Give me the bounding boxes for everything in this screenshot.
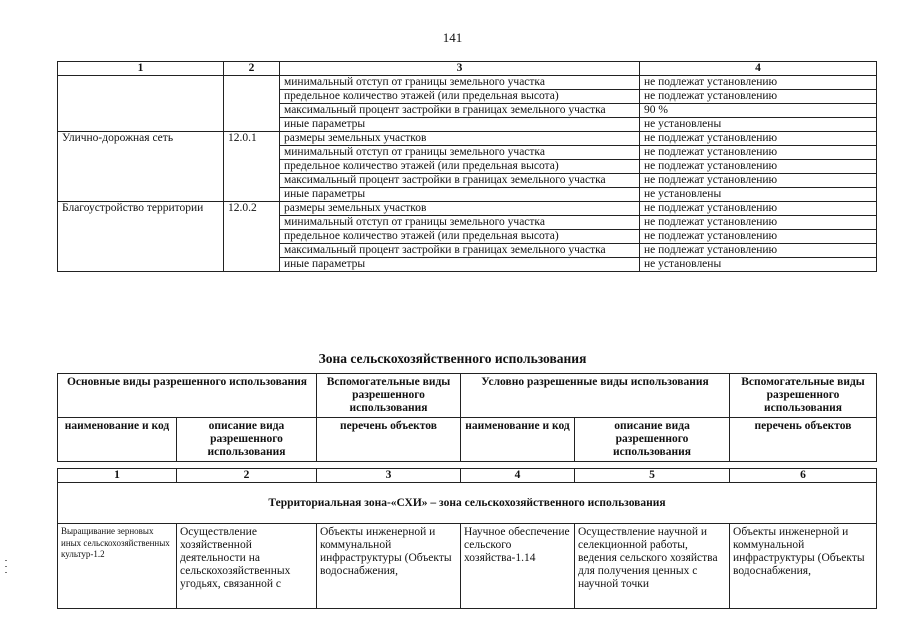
column-header-3: 3 <box>280 62 640 76</box>
conditional-use-description-cell: Осуществление научной и селекционной работы, ведения сельского хозяйства для получения ценных с научной точки <box>575 524 730 609</box>
column-number-3: 3 <box>317 469 461 483</box>
param-cell: предельное количество этажей (или предельная высота) <box>280 90 640 104</box>
margin-mark <box>5 560 7 561</box>
table-row <box>58 132 877 146</box>
column-number-5: 5 <box>575 469 730 483</box>
param-cell: иные параметры <box>280 258 640 272</box>
param-cell: размеры земельных участков <box>280 132 640 146</box>
param-cell: иные параметры <box>280 188 640 202</box>
value-cell: не подлежат установлению <box>640 160 877 174</box>
table-header-row <box>58 62 877 76</box>
objects-list-header-2: перечень объектов <box>730 418 877 462</box>
column-header-4: 4 <box>640 62 877 76</box>
param-cell: минимальный отступ от границы земельного участка <box>280 76 640 90</box>
spacer-row <box>58 462 877 469</box>
param-cell: максимальный процент застройки в границах земельного участка <box>280 244 640 258</box>
column-number-1: 1 <box>58 469 177 483</box>
aux-objects-cell-2: Объекты инженерной и коммунальной инфраструктуры (Объекты водоснабжения, <box>730 524 877 609</box>
continued-code-cell <box>224 76 280 132</box>
param-cell: предельное количество этажей (или предельная высота) <box>280 160 640 174</box>
territory-title: Территориальная зона-«СХИ» – зона сельскохозяйственного использования <box>58 483 877 524</box>
use-code-cell: 12.0.2 <box>224 202 280 272</box>
value-cell: не подлежат установлению <box>640 76 877 90</box>
value-cell: не подлежат установлению <box>640 230 877 244</box>
column-header-2: 2 <box>224 62 280 76</box>
description-header: описание вида разрешенного использования <box>177 418 317 462</box>
value-cell: не подлежат установлению <box>640 90 877 104</box>
value-cell: не подлежат установлению <box>640 216 877 230</box>
param-cell: минимальный отступ от границы земельного участка <box>280 146 640 160</box>
value-cell: не подлежат установлению <box>640 244 877 258</box>
column-number-2: 2 <box>177 469 317 483</box>
conditional-use-name-cell: Научное обеспечение сельского хозяйства-1.14 <box>461 524 575 609</box>
column-number-4: 4 <box>461 469 575 483</box>
param-cell: максимальный процент застройки в границах земельного участка <box>280 104 640 118</box>
main-use-name-cell: Выращивание зерновых иных сельскохозяйственных культур-1.2 <box>58 524 177 609</box>
aux-objects-cell: Объекты инженерной и коммунальной инфраструктуры (Объекты водоснабжения, <box>317 524 461 609</box>
value-cell: не подлежат установлению <box>640 132 877 146</box>
value-cell: 90 % <box>640 104 877 118</box>
value-cell: не подлежат установлению <box>640 146 877 160</box>
parameters-table <box>57 61 877 272</box>
margin-mark <box>5 572 7 573</box>
column-header-1: 1 <box>58 62 224 76</box>
zone-title: Зона сельскохозяйственного использования <box>318 351 587 366</box>
use-name-cell: Улично-дорожная сеть <box>58 132 224 202</box>
number-row <box>58 469 877 483</box>
spacer-cell <box>58 462 877 469</box>
objects-list-header: перечень объектов <box>317 418 461 462</box>
description-header-2: описание вида разрешенного использования <box>575 418 730 462</box>
value-cell: не установлены <box>640 118 877 132</box>
aux-uses-header-2: Вспомогательные виды разрешенного использования <box>730 374 877 418</box>
group-header-row <box>58 374 877 418</box>
main-use-description-cell: Осуществление хозяйственной деятельности на сельскохозяйственных угодьях, связанной с <box>177 524 317 609</box>
table-row <box>58 202 877 216</box>
param-cell: максимальный процент застройки в границах земельного участка <box>280 174 640 188</box>
aux-uses-header: Вспомогательные виды разрешенного использования <box>317 374 461 418</box>
value-cell: не установлены <box>640 258 877 272</box>
name-code-header: наименование и код <box>58 418 177 462</box>
sub-header-row <box>58 418 877 462</box>
value-cell: не подлежат установлению <box>640 174 877 188</box>
param-cell: иные параметры <box>280 118 640 132</box>
use-code-cell: 12.0.1 <box>224 132 280 202</box>
continued-name-cell <box>58 76 224 132</box>
table-row <box>58 76 877 90</box>
territory-row <box>58 483 877 524</box>
value-cell: не установлены <box>640 188 877 202</box>
param-cell: размеры земельных участков <box>280 202 640 216</box>
value-cell: не подлежат установлению <box>640 202 877 216</box>
column-number-6: 6 <box>730 469 877 483</box>
page-number: 141 <box>442 30 463 45</box>
table-row <box>58 524 877 609</box>
param-cell: минимальный отступ от границы земельного участка <box>280 216 640 230</box>
main-uses-header: Основные виды разрешенного использования <box>58 374 317 418</box>
conditional-uses-header: Условно разрешенные виды использования <box>461 374 730 418</box>
param-cell: предельное количество этажей (или предельная высота) <box>280 230 640 244</box>
use-name-cell: Благоустройство территории <box>58 202 224 272</box>
margin-mark <box>5 566 7 567</box>
name-code-header-2: наименование и код <box>461 418 575 462</box>
zone-table <box>57 373 877 609</box>
